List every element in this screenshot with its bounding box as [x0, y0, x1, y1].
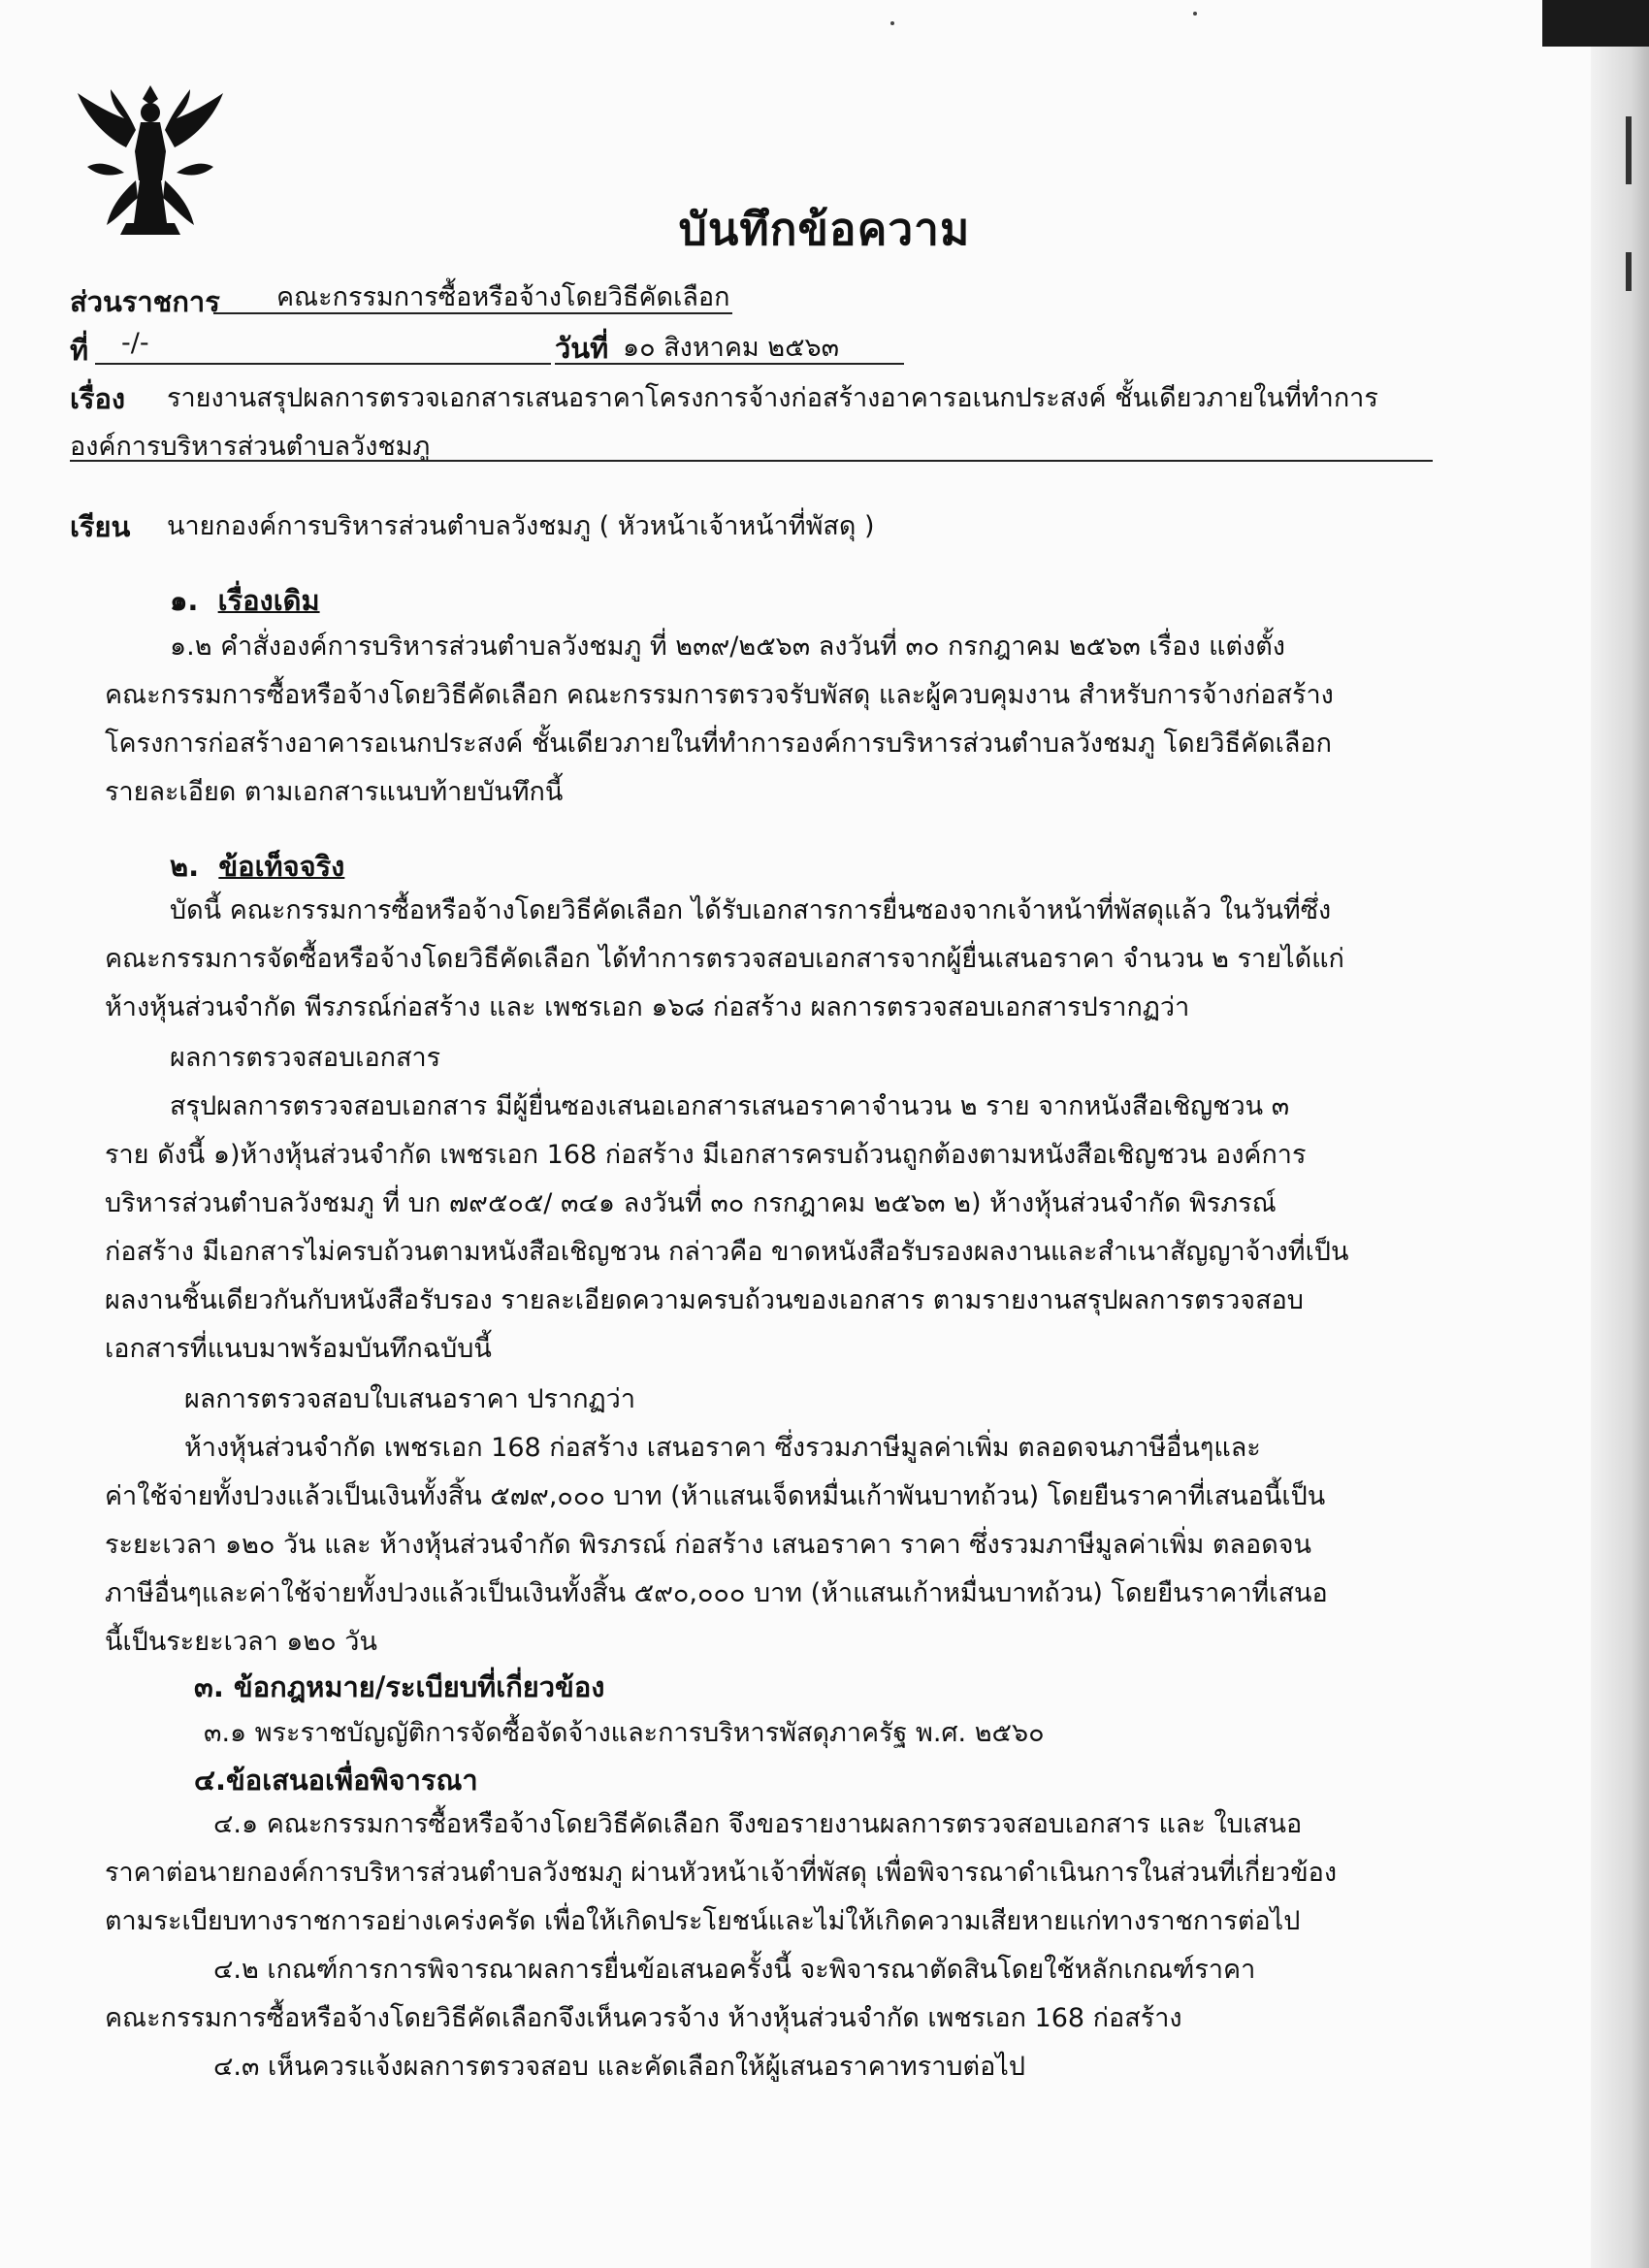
to-label: เรียน [70, 510, 131, 543]
section-2-line-1: บัดนี้ คณะกรรมการซื้อหรือจ้างโดยวิธีคัดเลือก ได้รับเอกสารการยื่นซองจากเจ้าหน้าที่พัสดุแล้ว ในวันที่ซึ่ง [170, 895, 1332, 925]
section-2-line-7: ก่อสร้าง มีเอกสารไม่ครบถ้วนตามหนังสือเชิญชวน กล่าวคือ ขาดหนังสือรับรองผลงานและสำเนาสัญญาจ้างที่เป็น [105, 1237, 1349, 1267]
section-1-line-3: โครงการก่อสร้างอาคารอเนกประสงค์ ชั้นเดียวภายในที่ทำการองค์การบริหารส่วนตำบลวังชมภู โดยวิธีคัดเลือก [105, 729, 1332, 759]
section-2-line-12: ระยะเวลา ๑๒๐ วัน และ ห้างหุ้นส่วนจำกัด พิรภรณ์ ก่อสร้าง เสนอราคา ราคา ซึ่งรวมภาษีมูลค่าเพิ่ม ตลอดจน [105, 1530, 1312, 1560]
section-1-line-2: คณะกรรมการซื้อหรือจ้างโดยวิธีคัดเลือก คณะกรรมการตรวจรับพัสดุ และผู้ควบคุมงาน สำหรับการจ้างก่อสร้าง [105, 680, 1334, 710]
section-4-line-6: ๔.๓ เห็นควรแจ้งผลการตรวจสอบ และคัดเลือกให้ผู้เสนอราคาทราบต่อไป [213, 2052, 1025, 2082]
subject-line-1: รายงานสรุปผลการตรวจเอกสารเสนอราคาโครงการจ้างก่อสร้างอาคารอเนกประสงค์ ชั้นเดียวภายในที่ทำการ [167, 383, 1378, 413]
section-2-line-9: เอกสารที่แนบมาพร้อมบันทึกฉบับนี้ [105, 1334, 492, 1364]
section-4-line-3: ตามระเบียบทางราชการอย่างเคร่งครัด เพื่อให้เกิดประโยชน์และไม่ให้เกิดความเสียหายแก่ทางราชการต่อไป [105, 1906, 1301, 1936]
section-4-line-4: ๔.๒ เกณฑ์การการพิจารณาผลการยื่นข้อเสนอครั้งนี้ จะพิจารณาตัดสินโดยใช้หลักเกณฑ์ราคา [213, 1955, 1256, 1985]
section-2-line-14: นี้เป็นระยะเวลา ๑๒๐ วัน [105, 1627, 377, 1657]
section-2-heading [170, 848, 344, 885]
section-1-title: เรื่องเดิม [217, 584, 320, 617]
section-2-subheading-2: ผลการตรวจสอบใบเสนอราคา ปรากฏว่า [184, 1384, 635, 1414]
section-1-heading [170, 582, 320, 619]
agency-label: ส่วนราชการ [70, 285, 220, 318]
section-2-line-13: ภาษีอื่นๆและค่าใช้จ่ายทั้งปวงแล้วเป็นเงินทั้งสิ้น ๕๙๐,๐๐๐ บาท (ห้าแสนเก้าหมื่นบาทถ้วน) โดยยืนราคาที่เสนอ [105, 1578, 1328, 1608]
scan-dot [1193, 12, 1197, 16]
section-2-line-4: สรุปผลการตรวจสอบเอกสาร มีผู้ยื่นซองเสนอเอกสารเสนอราคาจำนวน ๒ ราย จากหนังสือเชิญชวน ๓ [170, 1091, 1290, 1121]
section-1-line-1: ๑.๒ คำสั่งองค์การบริหารส่วนตำบลวังชมภู ที่ ๒๓๙/๒๕๖๓ ลงวันที่ ๓๐ กรกฎาคม ๒๕๖๓ เรื่อง แต่งตั้ง [170, 632, 1285, 662]
scan-dot [890, 21, 894, 25]
section-2-line-10: ห้างหุ้นส่วนจำกัด เพชรเอก 168 ก่อสร้าง เสนอราคา ซึ่งรวมภาษีมูลค่าเพิ่ม ตลอดจนภาษีอื่นๆและ [184, 1433, 1261, 1463]
agency-row [70, 279, 220, 324]
section-2-line-2: คณะกรรมการจัดซื้อหรือจ้างโดยวิธีคัดเลือก ได้ทำการตรวจสอบเอกสารจากผู้ยื่นเสนอราคา จำนวน ๒ รายได้แก่ [105, 944, 1344, 974]
section-1-number: ๑. [170, 584, 199, 617]
section-2-line-6: บริหารส่วนตำบลวังชมภู ที่ บก ๗๙๕๐๕/ ๓๔๑ ลงวันที่ ๓๐ กรกฎาคม ๒๕๖๓ ๒) ห้างหุ้นส่วนจำกัด พิรภรณ์ [105, 1188, 1277, 1218]
section-2-line-3: ห้างหุ้นส่วนจำกัด พีรภรณ์ก่อสร้าง และ เพชรเอก ๑๖๘ ก่อสร้าง ผลการตรวจสอบเอกสารปรากฏว่า [105, 992, 1190, 1022]
date-underline [555, 363, 904, 365]
section-3-heading: ๓. ข้อกฎหมาย/ระเบียบที่เกี่ยวข้อง [194, 1670, 605, 1703]
section-3-line-1: ๓.๑ พระราชบัญญัติการจัดซื้อจัดจ้างและการบริหารพัสดุภาครัฐ พ.ศ. ๒๕๖๐ [204, 1718, 1045, 1748]
section-2-line-11: ค่าใช้จ่ายทั้งปวงแล้วเป็นเงินทั้งสิ้น ๕๗๙,๐๐๐ บาท (ห้าแสนเจ็ดหมื่นเก้าพันบาทถ้วน) โดยยืนราคาที่เสนอนี้เป็น [105, 1481, 1326, 1511]
date-value: ๑๐ สิงหาคม ๒๕๖๓ [623, 333, 840, 363]
subject-label: เรื่อง [70, 382, 126, 415]
section-4-heading: ๔.ข้อเสนอเพื่อพิจารณา [194, 1764, 478, 1797]
ref-value: -/- [121, 328, 149, 358]
ref-label: ที่ [70, 334, 89, 367]
memo-title: บันทึกข้อความ [678, 203, 971, 255]
subject-line-2: องค์การบริหารส่วนตำบลวังชมภู [70, 432, 431, 462]
scan-edge-mark [1626, 116, 1632, 184]
section-4-line-2: ราคาต่อนายกองค์การบริหารส่วนตำบลวังชมภู ผ่านหัวหน้าเจ้าที่พัสดุ เพื่อพิจารณาดำเนินการในส่วนที่เกี่ยวข้อง [105, 1858, 1338, 1888]
scan-shadow [1591, 0, 1649, 2268]
to-label-wrap [70, 504, 130, 549]
agency-value: คณะกรรมการซื้อหรือจ้างโดยวิธีคัดเลือก [276, 282, 730, 312]
subject-label-wrap [70, 376, 125, 421]
scan-corner [1542, 0, 1649, 47]
section-4-line-1: ๔.๑ คณะกรรมการซื้อหรือจ้างโดยวิธีคัดเลือก จึงขอรายงานผลการตรวจสอบเอกสาร และ ใบเสนอ [213, 1809, 1303, 1839]
section-4-line-5: คณะกรรมการซื้อหรือจ้างโดยวิธีคัดเลือกจึงเห็นควรจ้าง ห้างหุ้นส่วนจำกัด เพชรเอก 168 ก่อสร้าง [105, 2003, 1182, 2033]
section-2-subheading-1: ผลการตรวจสอบเอกสาร [170, 1043, 441, 1073]
date-label: วันที่ [555, 332, 609, 365]
agency-underline [213, 312, 732, 314]
to-value: นายกองค์การบริหารส่วนตำบลวังชมภู ( หัวหน้าเจ้าหน้าที่พัสดุ ) [167, 511, 875, 541]
section-2-line-5: ราย ดังนี้ ๑)ห้างหุ้นส่วนจำกัด เพชรเอก 168 ก่อสร้าง มีเอกสารครบถ้วนถูกต้องตามหนังสือเชิญชวน องค์การ [105, 1140, 1307, 1170]
subject-underline [70, 460, 1433, 462]
section-1-line-4: รายละเอียด ตามเอกสารแนบท้ายบันทึกนี้ [105, 777, 564, 807]
section-2-number: ๒. [170, 850, 200, 883]
section-2-line-8: ผลงานชิ้นเดียวกันกับหนังสือรับรอง รายละเอียดความครบถ้วนของเอกสาร ตามรายงานสรุปผลการตรวจสอบ [105, 1285, 1304, 1315]
ref-label-wrap [70, 328, 88, 373]
section-2-title: ข้อเท็จจริง [218, 850, 345, 883]
ref-underline [95, 363, 551, 365]
